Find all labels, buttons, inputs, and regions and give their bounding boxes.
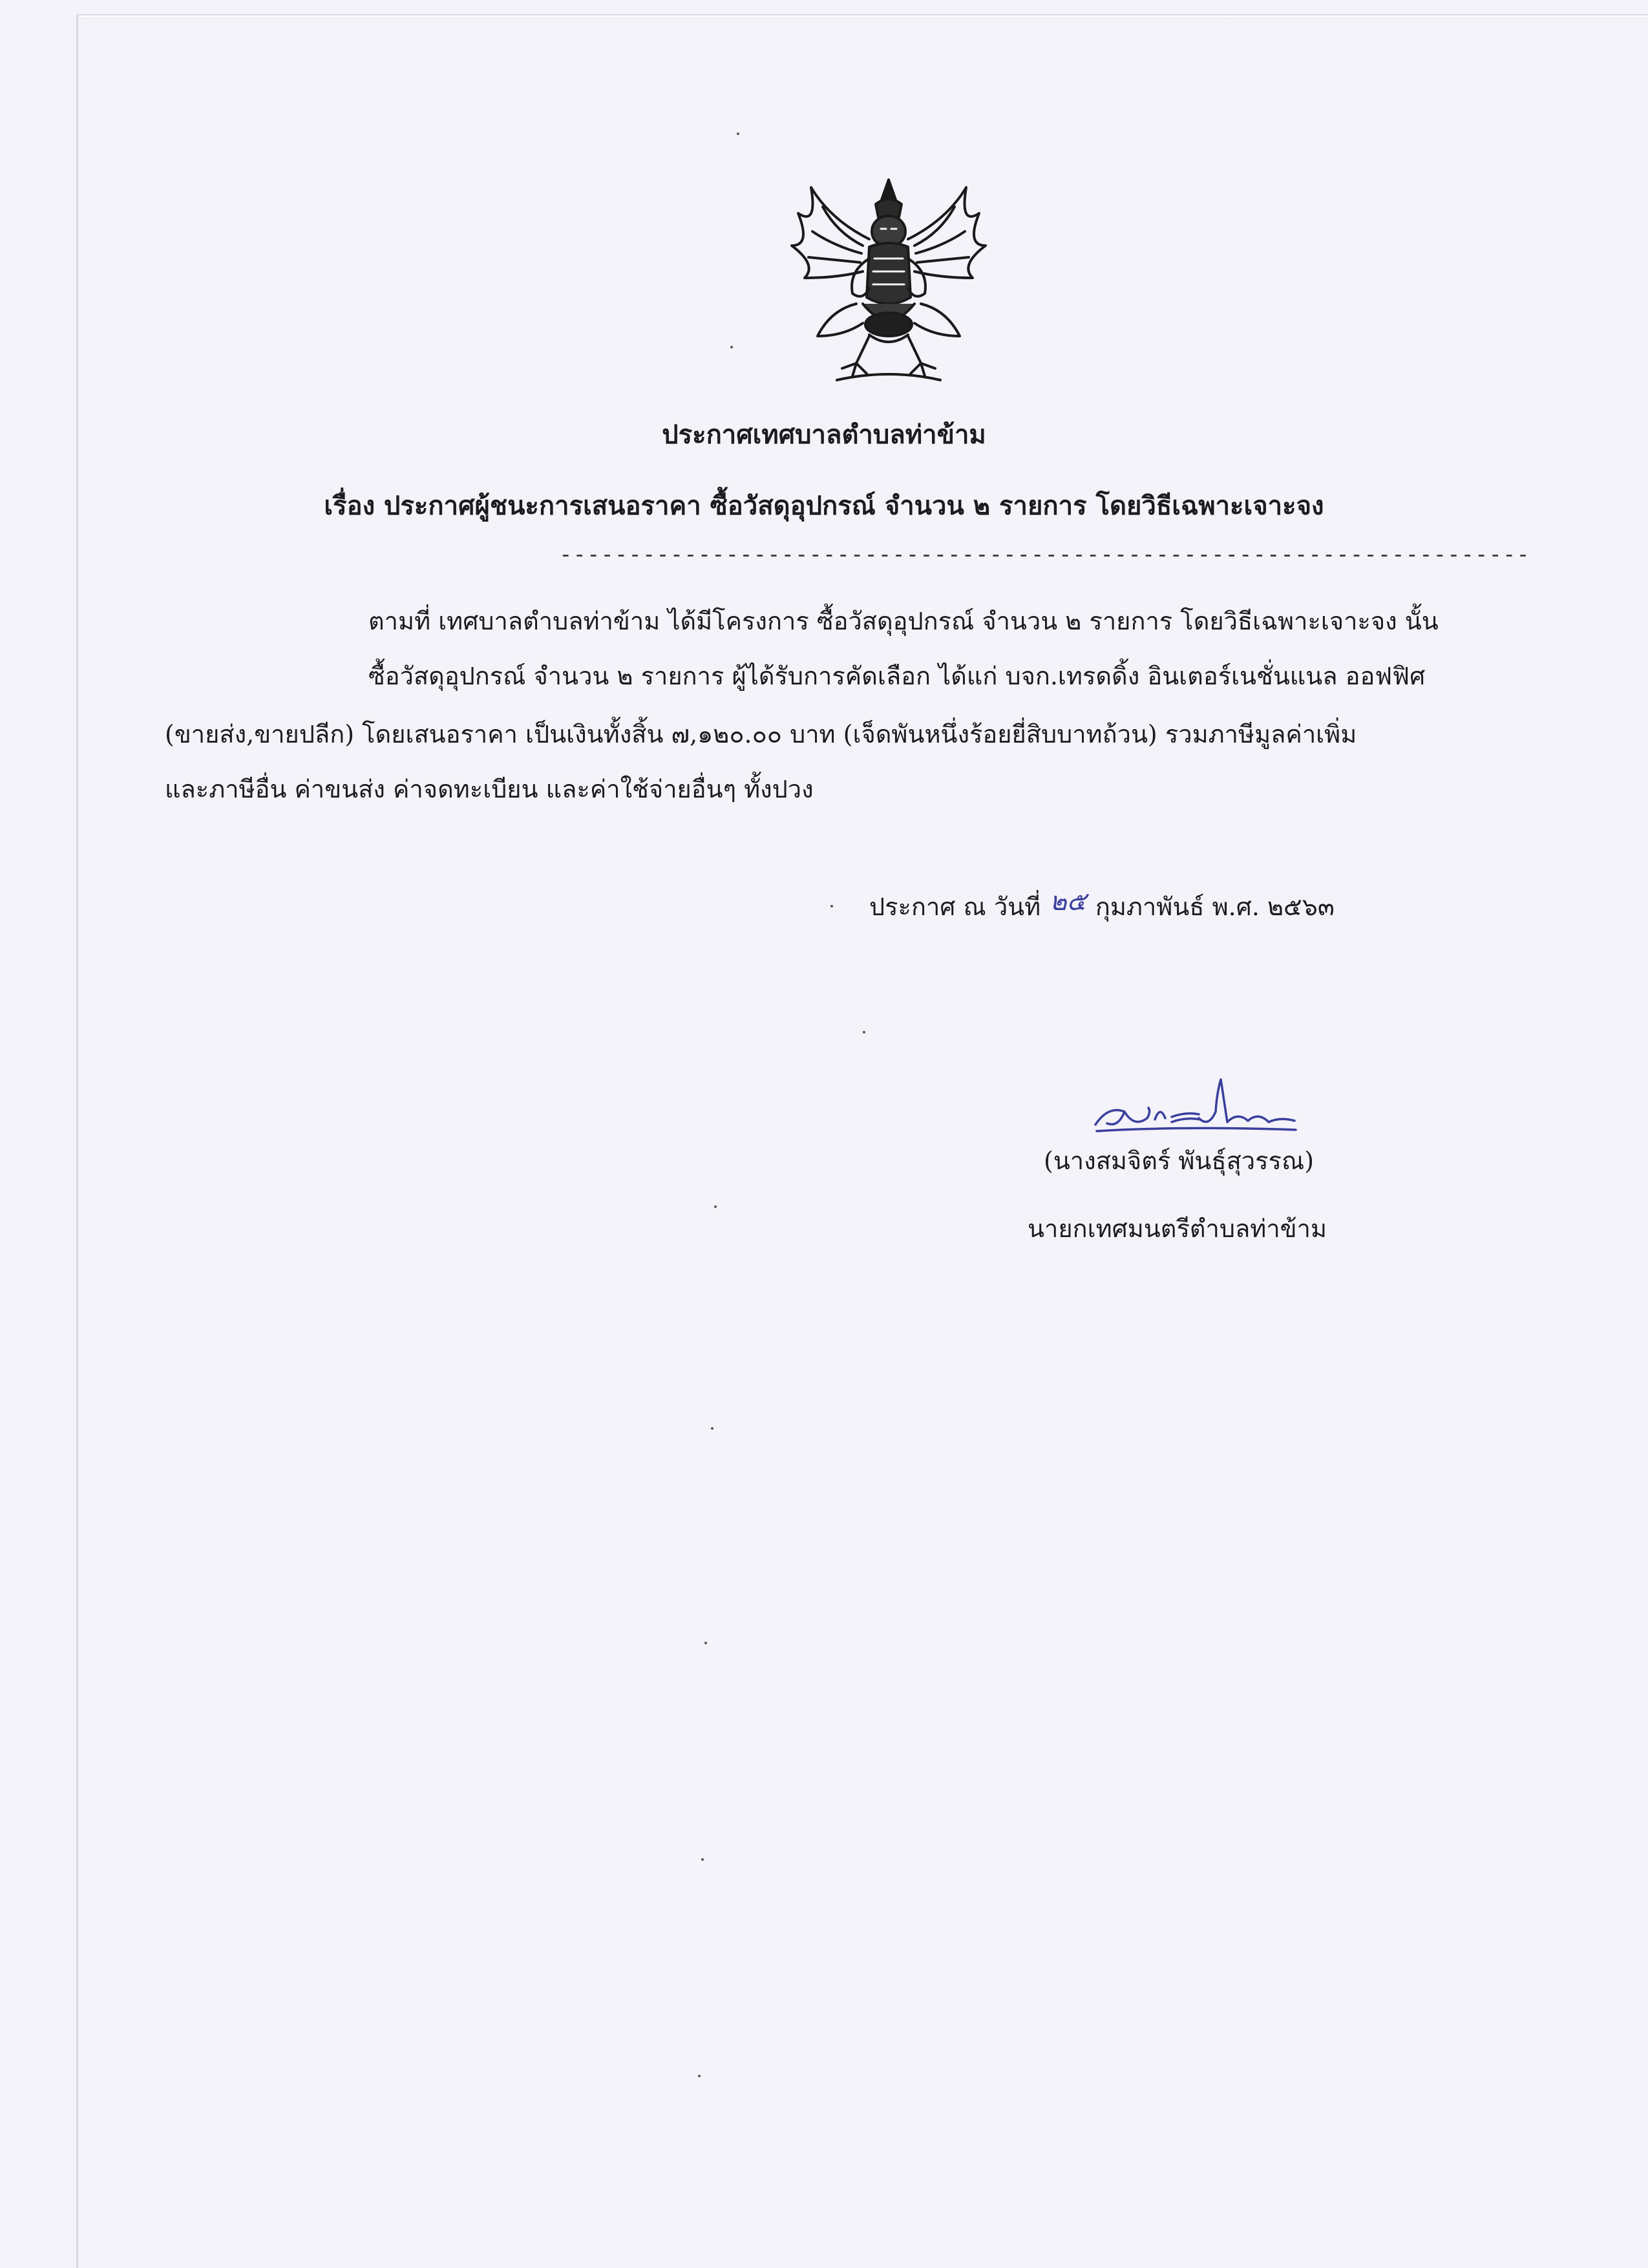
scan-speck [863, 1031, 865, 1033]
scan-speck [830, 905, 833, 907]
document-title: ประกาศเทศบาลตำบลท่าข้าม [662, 419, 986, 450]
signer-position: นายกเทศมนตรีตำบลท่าข้าม [1028, 1214, 1327, 1243]
handwritten-signature-icon [1089, 1066, 1302, 1138]
scan-speck [711, 1427, 713, 1430]
body-line-1: ตามที่ เทศบาลตำบลท่าข้าม ได้มีโครงการ ซื้อวัสดุอุปกรณ์ จำนวน ๒ รายการ โดยวิธีเฉพาะเจาะจง นั้น [368, 607, 1439, 635]
scan-speck [698, 2075, 701, 2077]
paper-left-edge [76, 14, 78, 2268]
garuda-emblem-icon [772, 175, 1005, 394]
announcement-date [869, 885, 1335, 927]
date-month-year: กุมภาพันธ์ พ.ศ. ๒๕๖๓ [1095, 893, 1335, 921]
scan-speck [714, 1205, 717, 1208]
signer-name: (นางสมจิตร์ พันธุ์สุวรรณ) [1044, 1147, 1315, 1175]
date-prefix: ประกาศ ณ วันที่ [869, 893, 1041, 921]
paper-top-edge [78, 14, 1648, 19]
body-line-3: (ขายส่ง,ขายปลีก) โดยเสนอราคา เป็นเงินทั้งสิ้น ๗,๑๒๐.๐๐ บาท (เจ็ดพันหนึ่งร้อยยี่สิบบาทถ้วน) รวมภาษีมูลค่าเพิ่ม [165, 720, 1357, 748]
scan-speck [704, 1642, 707, 1644]
scan-speck [730, 346, 733, 348]
body-line-2: ซื้อวัสดุอุปกรณ์ จำนวน ๒ รายการ ผู้ได้รับการคัดเลือก ได้แก่ บจก.เทรดดิ้ง อินเตอร์เนชั่นแนล ออฟฟิศ [368, 662, 1426, 690]
handwritten-day: ๒๕ [1050, 887, 1086, 917]
document-subject: เรื่อง ประกาศผู้ชนะการเสนอราคา ซื้อวัสดุอุปกรณ์ จำนวน ๒ รายการ โดยวิธีเฉพาะเจาะจง [324, 491, 1324, 521]
body-line-4: และภาษีอื่น ค่าขนส่ง ค่าจดทะเบียน และค่าใช้จ่ายอื่นๆ ทั้งปวง [165, 775, 814, 803]
scan-speck [737, 132, 739, 135]
scan-speck [701, 1858, 704, 1861]
dashed-divider: ---------------------------------------------------------------------- [559, 542, 1530, 567]
